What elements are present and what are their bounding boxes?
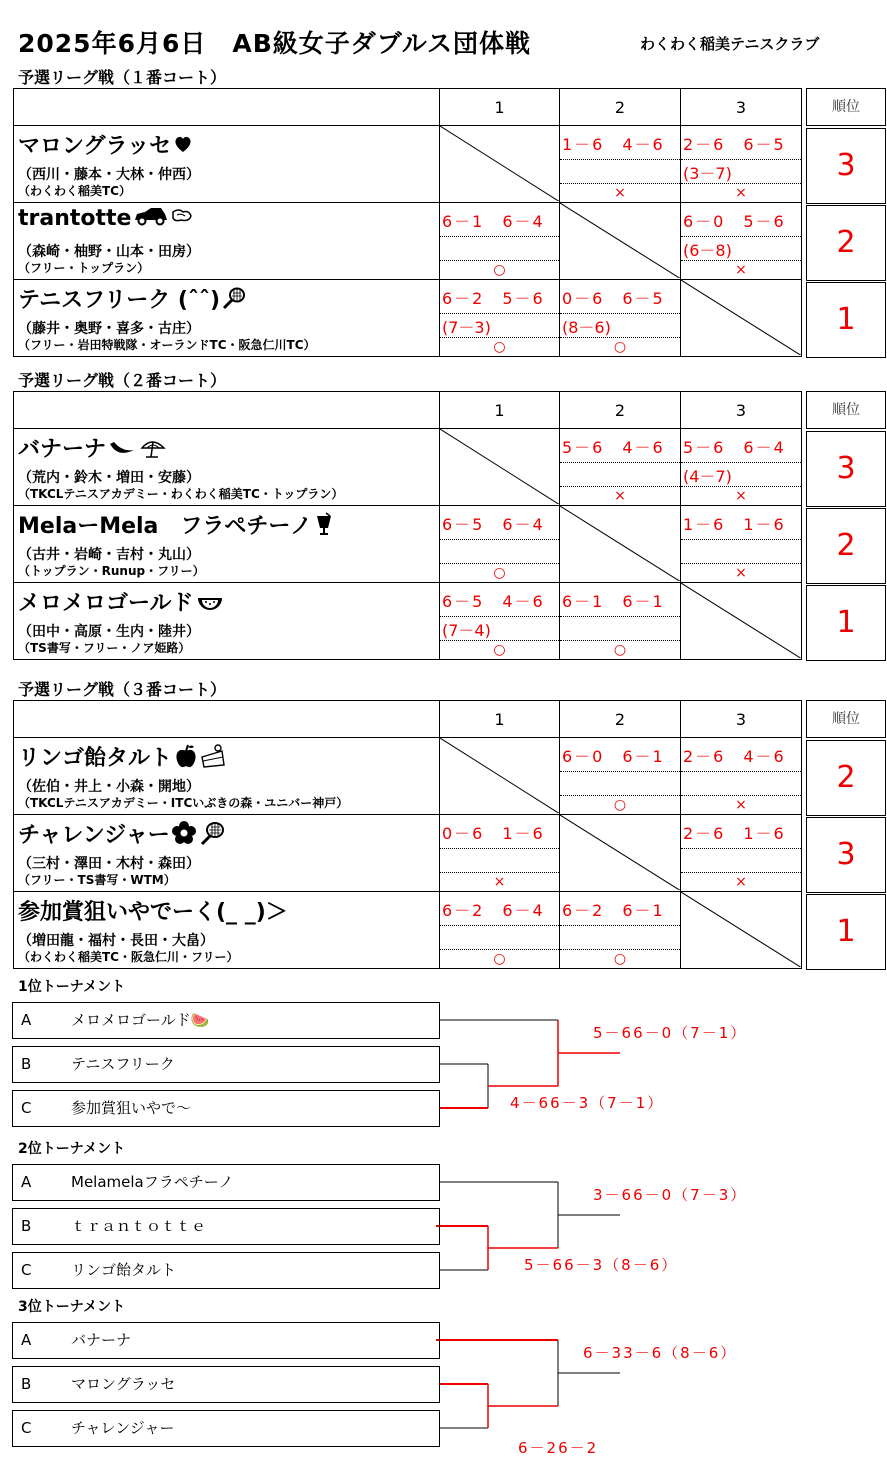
win-loss-mark: ○ [613,951,627,967]
tournament-entry [12,1410,440,1447]
set-scores: 6－0 5－6 [683,212,786,231]
team-name: チャレンジャー [18,823,170,848]
win-loss-mark: × [735,874,747,890]
set-scores: 6－2 6－1 [562,901,665,920]
entry-letter: A [21,1011,32,1029]
tiebreak-score: (7－3) [442,318,491,337]
tournament-entry [12,1252,440,1289]
semifinal-score: 4－66－3（7－1） [510,1094,665,1112]
team-clubs: （フリー・TS書写・WTM） [18,873,176,887]
win-loss-mark: × [493,874,506,890]
rank-value: 1 [806,894,886,970]
club-name: わくわく稲美テニスクラブ [640,35,820,53]
tournament-entry [12,1002,440,1039]
win-loss-mark: ○ [613,797,627,813]
set-scores: 5－6 4－6 [562,438,665,457]
team-name: 参加賞狙いやでーく(_ _)＞ [18,900,288,925]
league-title: 予選リーグ戦（３番コート） [18,680,227,699]
set-scores: 6－1 6－4 [442,212,545,231]
team-members: （藤井・奥野・喜多・古庄） [18,321,200,337]
team-members: （田中・高原・生内・陸井） [18,624,200,640]
entry-letter: B [21,1055,32,1073]
win-loss-mark: ○ [613,642,627,658]
team-members: （三村・澤田・木村・森田） [18,856,200,872]
entry-letter: C [21,1099,32,1117]
rank-header: 順位 [806,391,886,429]
team-members: （荒内・鈴木・増田・安藤） [18,470,200,486]
win-loss-mark: × [735,488,747,504]
set-scores: 6－2 6－4 [442,901,545,920]
semifinal-score: 5－66－3（8－6） [524,1256,679,1274]
win-loss-mark: × [735,797,747,813]
tiebreak-score: (4－7) [683,467,732,486]
column-header: 1 [440,89,560,126]
team-members: （西川・藤本・大林・仲西） [18,167,200,183]
column-header: 3 [681,392,802,429]
column-header: 1 [440,701,560,738]
team-name: テニスフリーク (ˆˆ) [18,288,221,313]
semifinal-score: 6－26－2 [518,1439,599,1457]
rank-header: 順位 [806,88,886,126]
team-members: （佐伯・井上・小森・開地） [18,779,200,795]
final-score: 6－33－6（8－6） [583,1344,738,1362]
rank-value: 1 [806,585,886,661]
rank-value: 3 [806,128,886,204]
tournament-entry [12,1366,440,1403]
tiebreak-score: (8－6) [562,318,611,337]
column-header: 2 [560,701,681,738]
final-score: 5－66－0（7－1） [593,1024,748,1042]
entry-team-name: メロメロゴールド🍉 [71,1011,210,1029]
tournament-entry [12,1046,440,1083]
win-loss-mark: ○ [493,565,506,581]
entry-team-name: Melamelaフラペチーノ [71,1173,234,1191]
team-name: MelaーMela フラペチーノ [18,514,312,539]
win-loss-mark: × [735,565,747,581]
set-scores: 2－6 6－5 [683,135,786,154]
tiebreak-score: (6－8) [683,241,732,260]
team-name: trantotte [18,206,132,231]
rank-value: 2 [806,740,886,816]
entry-letter: B [21,1375,32,1393]
tiebreak-score: (7－4) [442,621,491,640]
tournament-entry [12,1322,440,1359]
entry-team-name: リンゴ飴タルト [71,1261,177,1279]
rank-value: 3 [806,431,886,507]
team-members: （森崎・柚野・山本・田房） [18,244,200,260]
tiebreak-score: (3－7) [683,164,732,183]
team-clubs: （フリー・岩田特戦隊・オーランドTC・阪急仁川TC） [18,338,316,352]
set-scores: 2－6 1－6 [683,824,786,843]
entry-team-name: テニスフリーク [71,1055,175,1073]
column-header: 3 [681,701,802,738]
league-title: 予選リーグ戦（２番コート） [18,371,227,390]
win-loss-mark: ○ [493,951,506,967]
team-members: （増田龍・福村・長田・大畠） [18,933,214,949]
page-title: 2025年6月6日 AB級女子ダブルス団体戦 [18,29,532,58]
tournament-entry [12,1208,440,1245]
set-scores: 5－6 6－4 [683,438,786,457]
tournament-title: 2位トーナメント [18,1141,126,1157]
win-loss-mark: × [735,185,747,201]
rank-header: 順位 [806,700,886,738]
entry-team-name: バナーナ [71,1331,132,1349]
column-header: 3 [681,89,802,126]
win-loss-mark: × [735,262,747,278]
set-scores: 6－5 4－6 [442,592,545,611]
entry-letter: A [21,1173,32,1191]
entry-team-name: マロングラッセ [71,1375,176,1393]
team-name: マロングラッセ [18,134,172,159]
set-scores: 6－5 6－4 [442,515,545,534]
entry-letter: A [21,1331,32,1349]
rank-value: 2 [806,508,886,584]
tournament-entry [12,1164,440,1201]
team-clubs: （TKCLテニスアカデミー・ITCいぶきの森・ユニバー神戸） [18,796,349,810]
set-scores: 0－6 1－6 [442,824,545,843]
set-scores: 2－6 4－6 [683,747,786,766]
team-clubs: （わくわく稲美TC） [18,184,131,198]
team-name: メロメロゴールド [18,591,194,616]
win-loss-mark: ○ [493,262,506,278]
column-header: 2 [560,89,681,126]
team-clubs: （トップラン・Runup・フリー） [18,564,205,578]
entry-letter: C [21,1261,32,1279]
win-loss-mark: ○ [493,642,506,658]
tournament-title: 3位トーナメント [18,1299,126,1315]
win-loss-mark: × [614,185,626,201]
column-header: 1 [440,392,560,429]
set-scores: 1－6 4－6 [562,135,665,154]
win-loss-mark: ○ [613,339,627,355]
tournament-entry [12,1090,440,1127]
team-clubs: （フリー・トップラン） [18,261,150,275]
set-scores: 1－6 1－6 [683,515,786,534]
league-title: 予選リーグ戦（１番コート） [18,68,227,87]
set-scores: 6－0 6－1 [562,747,665,766]
rank-value: 1 [806,282,886,358]
team-clubs: （TKCLテニスアカデミー・わくわく稲美TC・トップラン） [18,487,344,501]
rank-value: 2 [806,205,886,281]
win-loss-mark: ○ [493,339,506,355]
entry-team-name: ｔｒａｎｔｏｔｔｅ [71,1217,207,1235]
rank-value: 3 [806,817,886,893]
team-members: （古井・岩崎・吉村・丸山） [18,547,200,563]
team-name: バナーナ [18,437,107,462]
set-scores: 6－2 5－6 [442,289,545,308]
final-score: 3－66－0（7－3） [593,1186,748,1204]
set-scores: 0－6 6－5 [562,289,665,308]
entry-letter: C [21,1419,32,1437]
team-clubs: （TS書写・フリー・ノア姫路） [18,641,191,655]
tournament-title: 1位トーナメント [18,979,126,995]
team-name: リンゴ飴タルト [18,746,173,771]
entry-letter: B [21,1217,32,1235]
column-header: 2 [560,392,681,429]
entry-team-name: 参加賞狙いやで～ [71,1099,192,1117]
team-clubs: （わくわく稲美TC・阪急仁川・フリー） [18,950,239,964]
win-loss-mark: × [614,488,626,504]
set-scores: 6－1 6－1 [562,592,665,611]
entry-team-name: チャレンジャー [71,1419,175,1437]
